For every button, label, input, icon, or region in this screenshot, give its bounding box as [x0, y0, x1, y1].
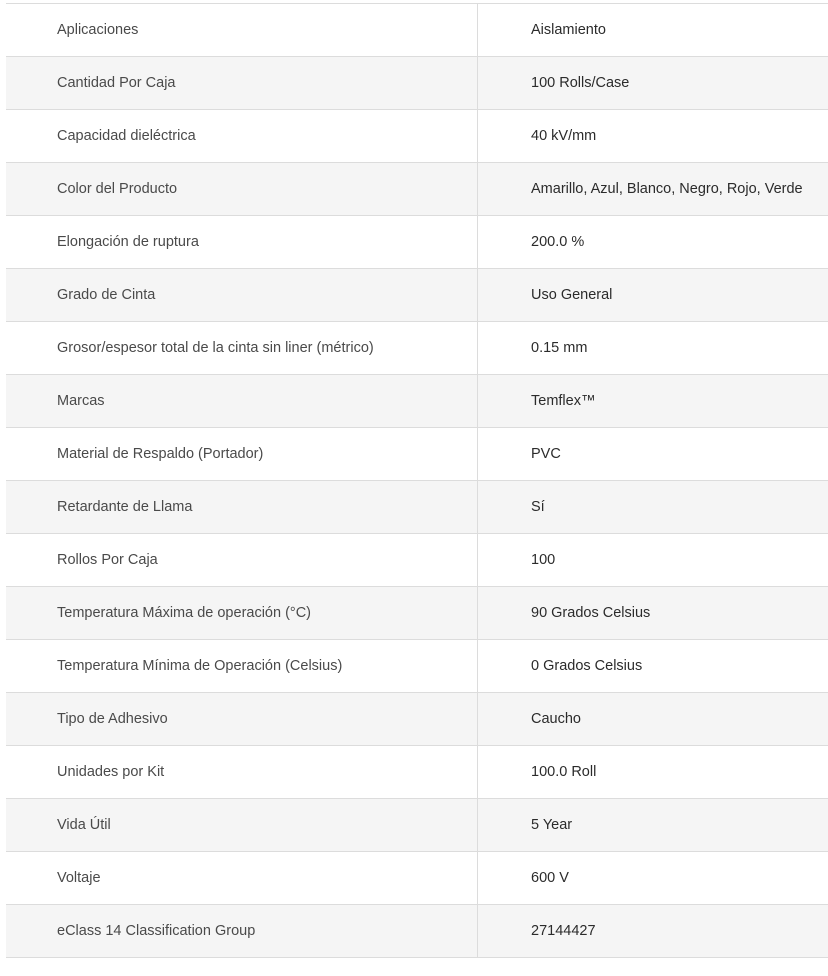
table-row — [6, 746, 828, 799]
table-row — [6, 693, 828, 746]
spec-label: Capacidad dieléctrica — [6, 110, 478, 162]
table-row — [6, 57, 828, 110]
spec-value: Sí — [531, 499, 545, 515]
spec-value: 100 Rolls/Case — [531, 75, 630, 91]
specifications-table — [6, 3, 828, 958]
spec-label: Vida Útil — [6, 799, 478, 851]
table-row — [6, 428, 828, 481]
table-row — [6, 110, 828, 163]
spec-value: 100.0 Roll — [531, 764, 597, 780]
table-row — [6, 375, 828, 428]
table-row — [6, 216, 828, 269]
spec-value: 5 Year — [531, 817, 573, 833]
spec-label: Aplicaciones — [6, 4, 478, 56]
table-row — [6, 163, 828, 216]
spec-value: Uso General — [531, 287, 613, 303]
spec-label: Rollos Por Caja — [6, 534, 478, 586]
spec-label: Color del Producto — [6, 163, 478, 215]
spec-label: Marcas — [6, 375, 478, 427]
spec-label: Grosor/espesor total de la cinta sin liner (métrico) — [6, 322, 478, 374]
spec-label: Grado de Cinta — [6, 269, 478, 321]
table-row — [6, 269, 828, 322]
spec-value: 27144427 — [531, 923, 596, 939]
table-row — [6, 534, 828, 587]
spec-label: Temperatura Mínima de Operación (Celsius) — [6, 640, 478, 692]
spec-value: Amarillo, Azul, Blanco, Negro, Rojo, Verde — [531, 181, 803, 197]
table-row — [6, 852, 828, 905]
table-row — [6, 587, 828, 640]
spec-label: Voltaje — [6, 852, 478, 904]
spec-value: PVC — [531, 446, 561, 462]
spec-value: Temflex™ — [531, 393, 596, 409]
table-row — [6, 799, 828, 852]
spec-value: Aislamiento — [531, 22, 606, 38]
spec-label: Retardante de Llama — [6, 481, 478, 533]
table-row — [6, 481, 828, 534]
spec-label: Unidades por Kit — [6, 746, 478, 798]
table-row — [6, 640, 828, 693]
spec-label: Temperatura Máxima de operación (°C) — [6, 587, 478, 639]
table-row — [6, 905, 828, 958]
spec-label: Tipo de Adhesivo — [6, 693, 478, 745]
spec-label: Material de Respaldo (Portador) — [6, 428, 478, 480]
spec-label: eClass 14 Classification Group — [6, 905, 478, 957]
table-row — [6, 322, 828, 375]
spec-value: 0 Grados Celsius — [531, 658, 643, 674]
table-row — [6, 4, 828, 57]
spec-value: Caucho — [531, 711, 581, 727]
spec-label: Elongación de ruptura — [6, 216, 478, 268]
spec-value: 100 — [531, 552, 556, 568]
spec-value: 600 V — [531, 870, 569, 886]
spec-value: 200.0 % — [531, 234, 585, 250]
spec-value: 0.15 mm — [531, 340, 588, 356]
spec-value: 40 kV/mm — [531, 128, 597, 144]
spec-label: Cantidad Por Caja — [6, 57, 478, 109]
spec-value: 90 Grados Celsius — [531, 605, 651, 621]
